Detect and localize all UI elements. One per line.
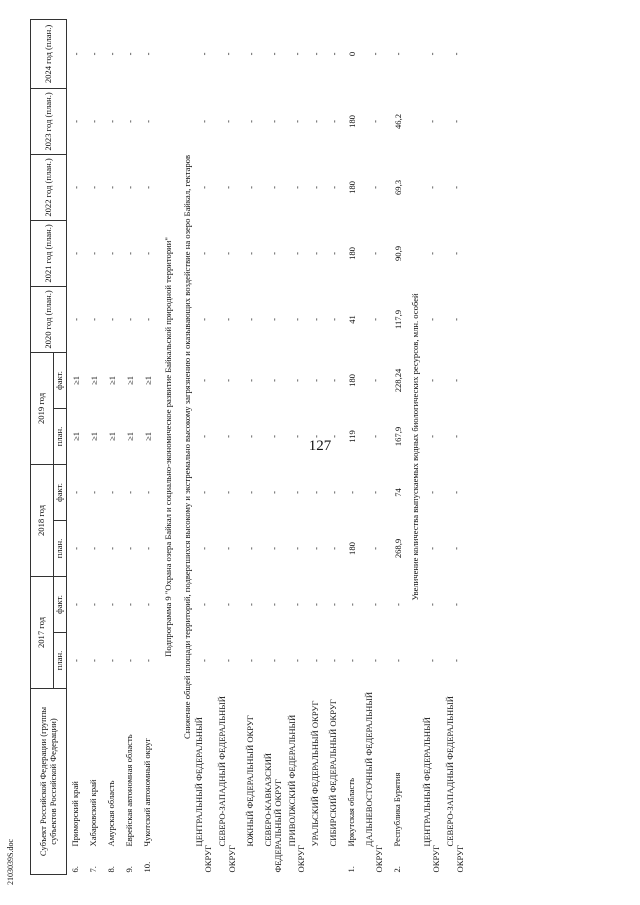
table-body [67,19,470,874]
row-value: - [328,379,339,382]
row-value: - [199,252,210,255]
row-subject [195,689,214,875]
row-value: - [450,435,461,438]
row-subject [121,689,139,875]
header-2019-fact: факт. [54,352,67,408]
row-value: - [71,659,81,662]
row-subject [85,689,103,875]
row-name: СЕВЕРО-ЗАПАДНЫЙ ФЕДЕРАЛЬНЫЙ ОКРУГ [445,696,465,873]
row-value: - [450,379,461,382]
row-value: - [107,547,117,550]
row-value: - [369,659,380,662]
header-subject: Субъект Российской Федерации (группы субъектов Российской Федерации) [31,689,67,875]
row-value: ≥1 [107,375,117,385]
row-value: - [310,252,321,255]
table-row [343,19,361,874]
row-value: - [310,318,321,321]
row-value: - [450,491,461,494]
row-value: - [245,186,256,189]
row-value: - [125,252,135,255]
indicator-title: Снижение общей площади территорий, подвергшихся высокому и экстремально высокому загрязнению и оказывающих воздействие на озеро Байкал, гектаров [182,154,192,739]
table-row [195,19,214,874]
row-value: - [222,435,233,438]
row-value: - [245,379,256,382]
row-value: - [292,52,303,56]
row-value: 180 [346,115,357,128]
row-value: 41 [346,315,357,324]
row-value: - [427,120,438,123]
row-value: - [125,547,135,550]
row-value: 180 [346,181,357,194]
row-value: - [71,186,81,189]
row-value: - [268,186,279,189]
row-value: - [245,491,256,494]
row-subject [442,689,470,875]
row-name: СЕВЕРО-КАВКАЗСКИЙ ФЕДЕРАЛЬНЫЙ ОКРУГ [263,753,283,873]
row-number: 10. [142,861,153,873]
row-subject [361,689,389,875]
row-value: - [450,120,461,123]
row-value: - [369,318,380,321]
row-value: 268,9 [392,538,403,559]
row-subject [307,689,325,875]
row-value: - [125,120,135,123]
row-value: - [450,603,461,606]
row-value: - [292,379,303,382]
row-value: - [392,52,403,56]
row-value: - [222,547,233,550]
row-value: - [292,120,303,123]
row-value: - [369,435,380,438]
indicator-table [30,19,470,875]
row-value: - [292,491,303,494]
row-value: - [125,659,135,662]
row-value: - [222,379,233,382]
row-subject [214,689,242,875]
header-2019: 2019 год [31,352,54,464]
row-value: - [427,547,438,550]
row-value: - [245,252,256,255]
subprogram-title-row [157,19,179,874]
row-value: - [328,120,339,123]
table-row [325,19,343,874]
row-value: - [450,52,461,56]
row-value: 180 [346,374,357,387]
row-value: - [369,52,380,56]
table-row [139,19,157,874]
row-value: - [427,435,438,438]
row-name: Приморский край [70,781,81,847]
row-value: - [107,659,117,662]
header-2017-fact: факт. [54,576,67,632]
row-value: - [143,186,153,189]
header-2020: 2020 год (план.) [31,286,67,352]
row-value: - [143,120,153,123]
row-value: - [292,318,303,321]
row-name: СИБИРСКИЙ ФЕДЕРАЛЬНЫЙ ОКРУГ [328,699,339,847]
row-value: 119 [346,430,357,443]
row-value: - [310,379,321,382]
row-value: - [427,252,438,255]
header-2017: 2017 год [31,576,54,688]
row-value: - [268,379,279,382]
row-value: - [71,318,81,321]
row-value: - [310,435,321,438]
row-value: - [328,491,339,494]
row-subject [260,689,288,875]
row-number: 7. [88,866,99,873]
row-value: - [89,659,99,662]
row-value: - [292,252,303,255]
row-subject [139,689,157,875]
row-value: - [125,52,135,56]
row-value: - [346,603,357,606]
row-value: - [268,120,279,123]
indicator-title: Увеличение количества выпускаемых водных биологических ресурсов, млн. особей [409,293,420,601]
row-value: - [328,435,339,438]
row-value: - [245,52,256,56]
row-name: Республика Бурятия [392,772,403,847]
row-value: - [199,435,210,438]
row-value: - [310,120,321,123]
row-name: СЕВЕРО-ЗАПАДНЫЙ ФЕДЕРАЛЬНЫЙ ОКРУГ [217,696,237,873]
row-value: - [392,659,403,662]
row-value: - [450,252,461,255]
row-value: - [369,547,380,550]
row-value: - [310,603,321,606]
row-value: - [222,120,233,123]
row-value: - [369,491,380,494]
row-value: - [268,491,279,494]
row-value: - [245,318,256,321]
row-value: - [310,491,321,494]
row-value: - [107,186,117,189]
row-value: - [268,547,279,550]
row-value: - [328,603,339,606]
row-value: - [199,379,210,382]
row-subject [423,689,442,875]
header-2018-plan: план. [54,520,67,576]
row-subject [343,689,361,875]
row-name: ПРИВОЛЖСКИЙ ФЕДЕРАЛЬНЫЙ ОКРУГ [286,714,307,873]
row-value: - [89,120,99,123]
table-row [389,19,407,874]
row-value: - [427,379,438,382]
row-value: - [125,318,135,321]
row-name: Еврейская автономная область [124,734,135,847]
row-value: ≥1 [71,375,81,385]
row-value: - [199,120,210,123]
footer-code [6,839,176,897]
row-value: - [245,120,256,123]
row-value: - [89,547,99,550]
header-2024: 2024 год (план.) [31,19,67,88]
row-value: - [346,659,357,662]
row-value: ≥1 [125,375,135,385]
row-subject [389,689,407,875]
row-value: - [292,547,303,550]
row-value: ≥1 [89,375,99,385]
row-value: - [143,547,153,550]
row-value: - [392,603,403,606]
row-value: 180 [346,247,357,260]
row-value: 74 [392,488,403,497]
footer-code-text: 2103039S.doc [6,839,15,885]
row-value: - [143,659,153,662]
table-row [442,19,470,874]
row-value: - [310,659,321,662]
row-value: 90,9 [392,245,403,261]
row-value: - [222,491,233,494]
table-row [242,19,260,874]
row-value: - [328,547,339,550]
row-value: - [310,186,321,189]
row-value: - [268,659,279,662]
table-row [103,19,121,874]
row-value: - [107,491,117,494]
row-value: - [107,318,117,321]
row-value: 69,3 [392,179,403,195]
row-value: - [125,603,135,606]
row-value: - [245,547,256,550]
row-value: - [328,52,339,56]
row-value: - [268,52,279,56]
row-value: - [328,252,339,255]
row-value: - [107,52,117,56]
row-value: 228,24 [392,368,403,393]
row-subject [103,689,121,875]
row-value: - [143,252,153,255]
row-value: - [346,491,357,494]
rotated-table-container [30,20,610,875]
row-value: - [107,120,117,123]
row-value: - [143,52,153,56]
row-value: - [310,547,321,550]
row-value: - [268,603,279,606]
row-value: - [71,547,81,550]
row-value: - [222,659,233,662]
row-value: - [143,603,153,606]
row-value: 167,9 [392,426,403,447]
row-number: 2. [392,866,403,873]
row-value: - [450,547,461,550]
row-value: - [199,186,210,189]
table-row [121,19,139,874]
row-value: - [450,659,461,662]
row-number: 8. [106,866,117,873]
row-value: - [427,52,438,56]
row-value: - [199,52,210,56]
row-value: ≥1 [71,431,81,441]
row-value: - [222,318,233,321]
header-2018-fact: факт. [54,464,67,520]
subprogram-title: Подпрограмма 9 "Охрана озера Байкал и социально-экономическое развитие Байкальской природной территории" [163,237,173,657]
row-value: - [245,435,256,438]
row-value: - [89,603,99,606]
row-value: - [222,52,233,56]
row-value: - [369,379,380,382]
row-value: - [369,120,380,123]
row-value: - [71,252,81,255]
row-value: - [71,52,81,56]
row-value: - [199,491,210,494]
row-value: 117,9 [392,309,403,329]
row-value: - [292,659,303,662]
row-value: - [199,318,210,321]
row-value: - [292,603,303,606]
row-subject [242,689,260,875]
table-row [67,19,86,874]
row-value: - [71,491,81,494]
table-row [307,19,325,874]
row-value: - [450,318,461,321]
header-2017-plan: план. [54,633,67,689]
row-value: ≥1 [143,431,153,441]
row-value: - [292,435,303,438]
row-value: 180 [346,542,357,555]
row-value: - [268,318,279,321]
row-value: - [199,547,210,550]
row-value: - [199,659,210,662]
header-2018: 2018 год [31,464,54,576]
row-name: Хабаровский край [88,779,99,847]
row-value: - [71,603,81,606]
row-name: УРАЛЬСКИЙ ФЕДЕРАЛЬНЫЙ ОКРУГ [310,700,321,847]
row-subject [288,689,307,875]
row-value: - [369,186,380,189]
indicator-title-row [179,19,195,874]
row-value: - [427,491,438,494]
row-value: - [310,52,321,56]
row-value: - [450,186,461,189]
row-value: - [328,659,339,662]
row-value: - [107,252,117,255]
row-value: - [369,603,380,606]
row-value: - [222,603,233,606]
row-value: - [143,318,153,321]
row-value: - [89,52,99,56]
row-name: Иркутская область [346,777,357,847]
row-name: Чукотский автономный округ [142,738,153,847]
table-row [361,19,389,874]
row-number: 6. [70,866,81,873]
row-value: - [199,603,210,606]
indicator-title-row [407,19,423,874]
row-value: - [245,603,256,606]
row-value: - [427,186,438,189]
page-number: 127 [308,438,332,454]
row-name: ЦЕНТРАЛЬНЫЙ ФЕДЕРАЛЬНЫЙ ОКРУГ [194,717,214,873]
row-value: - [427,603,438,606]
row-value: 46,2 [392,113,403,129]
header-2022: 2022 год (план.) [31,154,67,220]
table-row [214,19,242,874]
row-value: ≥1 [89,431,99,441]
row-value: - [89,252,99,255]
row-value: - [89,318,99,321]
row-name: Амурская область [106,780,117,847]
row-value: - [245,659,256,662]
row-value: - [268,435,279,438]
row-subject [67,689,86,875]
row-name: ДАЛЬНЕВОСТОЧНЫЙ ФЕДЕРАЛЬНЫЙ ОКРУГ [364,691,384,873]
row-number: 1. [346,866,357,873]
row-value: ≥1 [143,375,153,385]
row-value: - [427,318,438,321]
row-value: - [71,120,81,123]
row-value: - [107,603,117,606]
row-value: - [369,252,380,255]
row-value: - [143,491,153,494]
row-value: - [125,491,135,494]
row-value: 0 [346,51,357,57]
row-value: - [89,491,99,494]
row-value: - [222,186,233,189]
row-value: ≥1 [107,431,117,441]
row-value: - [427,659,438,662]
row-subject [325,689,343,875]
row-name: ЦЕНТРАЛЬНЫЙ ФЕДЕРАЛЬНЫЙ ОКРУГ [421,717,442,873]
header-2023: 2023 год (план.) [31,88,67,154]
row-value: ≥1 [125,431,135,441]
row-value: - [222,252,233,255]
row-name: ЮЖНЫЙ ФЕДЕРАЛЬНЫЙ ОКРУГ [245,715,256,847]
row-value: - [125,186,135,189]
row-value: - [89,186,99,189]
header-2019-plan: план. [54,408,67,464]
row-value: - [268,252,279,255]
table-row [85,19,103,874]
table-row [423,19,442,874]
row-value: - [328,186,339,189]
header-2021: 2021 год (план.) [31,220,67,286]
table-row [288,19,307,874]
row-value: - [328,318,339,321]
table-row [260,19,288,874]
row-value: - [292,186,303,189]
row-number: 9. [124,866,135,873]
